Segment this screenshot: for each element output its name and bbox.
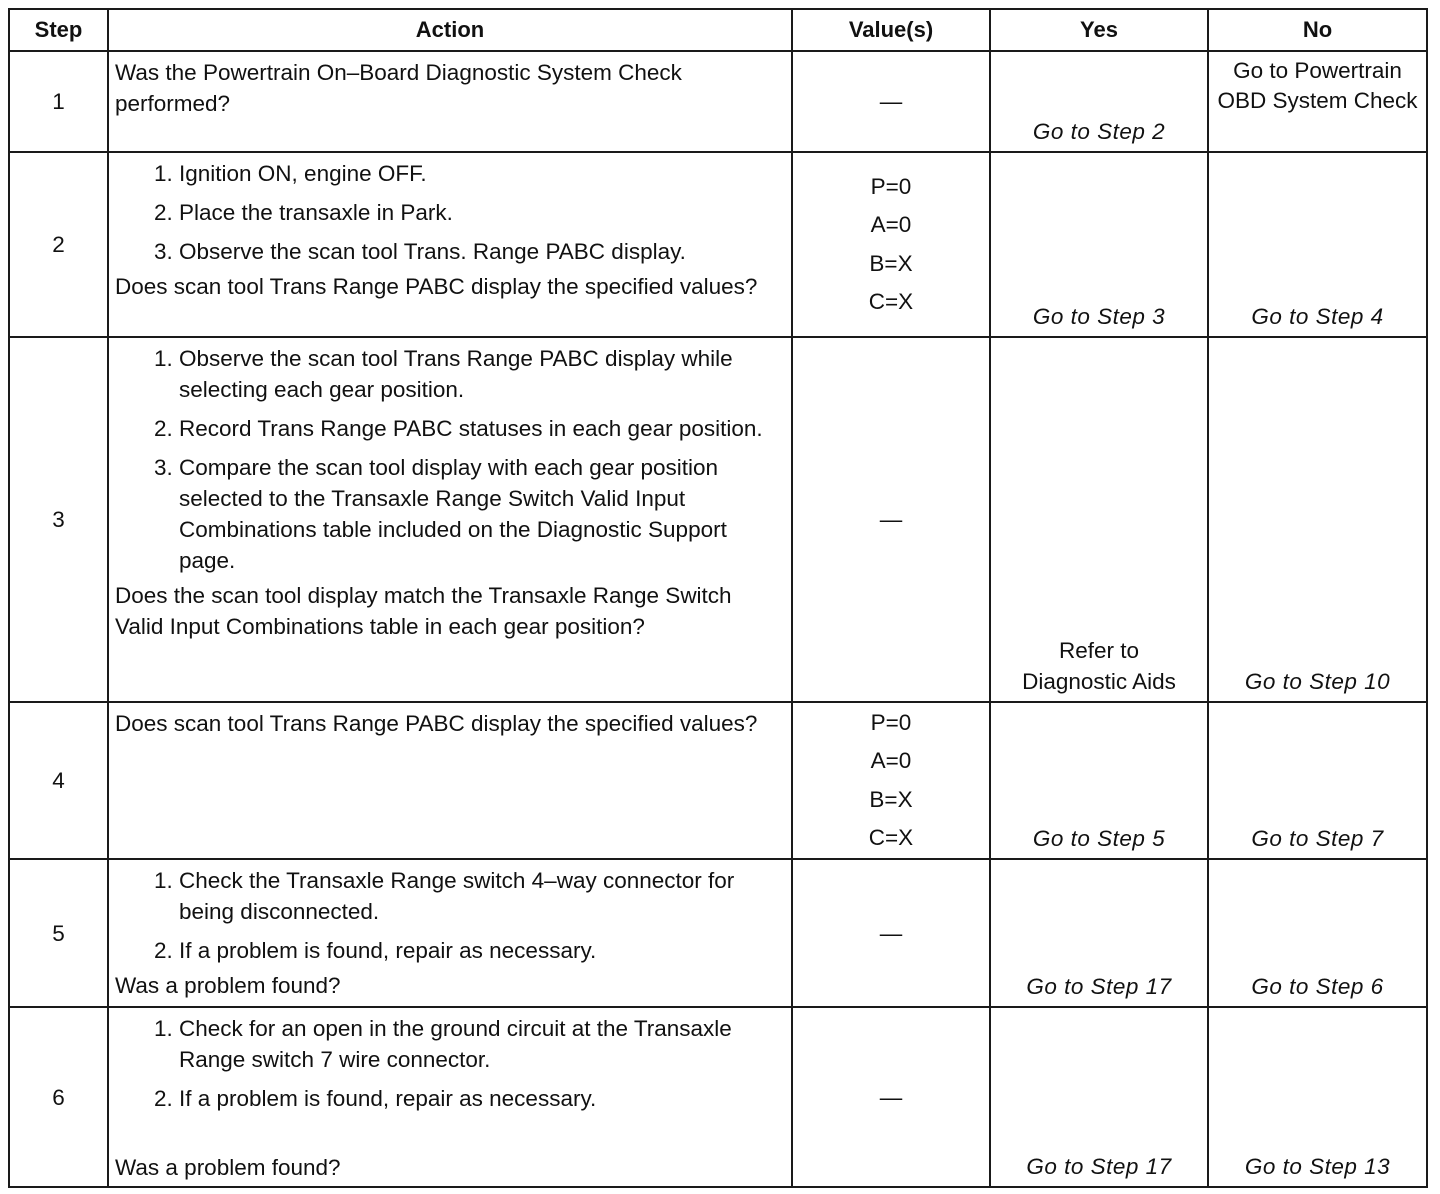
action-question: Was a problem found?: [115, 973, 341, 998]
action-step-item: 2. If a problem is found, repair as necessary.: [179, 935, 781, 966]
yes-cell: [990, 337, 1208, 702]
spacer: [115, 1118, 781, 1152]
value-line: A=0: [870, 212, 912, 237]
yes-cell: Go to Step 3: [990, 152, 1208, 337]
action-cell: [108, 859, 792, 1007]
table-row-step-4: [9, 702, 1427, 859]
value-line: C=X: [868, 825, 914, 850]
step-number: 3: [9, 337, 108, 702]
value-cell: —: [792, 51, 990, 152]
value-cell: [792, 702, 990, 859]
yes-cell: Go to Step 17: [990, 859, 1208, 1007]
value-line: A=0: [870, 748, 912, 773]
no-cell: Go to Step 6: [1208, 859, 1427, 1007]
step-number: 1: [9, 51, 108, 152]
action-question: Does the scan tool display match the Transaxle Range Switch Valid Input Combinations table in each gear position?: [115, 583, 732, 639]
action-question: Does scan tool Trans Range PABC display the specified values?: [115, 711, 758, 736]
no-cell-text: Go to Powertrain OBD System Check: [1217, 58, 1418, 113]
action-step-item: 2. Record Trans Range PABC statuses in each gear position.: [179, 413, 781, 444]
action-steps-list: [115, 865, 781, 966]
value-cell: —: [792, 337, 990, 702]
action-step-item: 1. Check the Transaxle Range switch 4–way connector for being disconnected.: [179, 865, 781, 927]
header-yes: Yes: [990, 9, 1208, 51]
action-cell: [108, 1007, 792, 1187]
no-cell: [1208, 51, 1427, 152]
table-row-step-5: [9, 859, 1427, 1007]
yes-cell: Go to Step 17: [990, 1007, 1208, 1187]
action-steps-list: [115, 343, 781, 576]
header-values: Value(s): [792, 9, 990, 51]
value-line: P=0: [870, 709, 912, 735]
table-row-step-3: [9, 337, 1427, 702]
header-row: [9, 9, 1427, 51]
yes-cell: Go to Step 5: [990, 702, 1208, 859]
table-row-step-1: [9, 51, 1427, 152]
value-line: P=0: [870, 173, 912, 199]
action-cell: [108, 702, 792, 859]
step-number: 6: [9, 1007, 108, 1187]
action-step-item: 1. Ignition ON, engine OFF.: [179, 158, 781, 189]
action-steps-list: [115, 158, 781, 267]
action-question: Does scan tool Trans Range PABC display the specified values?: [115, 274, 758, 299]
value-cell: —: [792, 1007, 990, 1187]
action-step-item: 2. If a problem is found, repair as necessary.: [179, 1083, 781, 1114]
diagnostic-table: [8, 8, 1428, 1188]
no-cell: Go to Step 4: [1208, 152, 1427, 337]
step-number: 2: [9, 152, 108, 337]
yes-cell: Go to Step 2: [990, 51, 1208, 152]
action-step-item: 1. Observe the scan tool Trans Range PABC display while selecting each gear position.: [179, 343, 781, 405]
no-cell: Go to Step 13: [1208, 1007, 1427, 1187]
action-cell: [108, 152, 792, 337]
value-cell: [792, 152, 990, 337]
action-question: Was a problem found?: [115, 1155, 341, 1180]
action-cell: [108, 51, 792, 152]
value-line: B=X: [869, 786, 913, 812]
table-row-step-2: [9, 152, 1427, 337]
table-row-step-6: [9, 1007, 1427, 1187]
action-cell: [108, 337, 792, 702]
action-step-item: 3. Compare the scan tool display with each gear position selected to the Transaxle Range Switch Valid Input Combinations table included on the Diagnostic Support page.: [179, 452, 781, 576]
action-step-item: 2. Place the transaxle in Park.: [179, 197, 781, 228]
action-question: Was the Powertrain On–Board Diagnostic System Check performed?: [115, 60, 682, 116]
value-line: C=X: [868, 289, 914, 314]
step-number: 4: [9, 702, 108, 859]
no-cell: Go to Step 7: [1208, 702, 1427, 859]
action-steps-list: [115, 1013, 781, 1114]
header-action: Action: [108, 9, 792, 51]
step-number: 5: [9, 859, 108, 1007]
action-step-item: 1. Check for an open in the ground circuit at the Transaxle Range switch 7 wire connector.: [179, 1013, 781, 1075]
value-cell: —: [792, 859, 990, 1007]
yes-cell-text: Refer to Diagnostic Aids: [1022, 638, 1176, 694]
header-no: No: [1208, 9, 1427, 51]
value-line: B=X: [869, 250, 913, 276]
action-step-item: 3. Observe the scan tool Trans. Range PABC display.: [179, 236, 781, 267]
no-cell: Go to Step 10: [1208, 337, 1427, 702]
header-step: Step: [9, 9, 108, 51]
